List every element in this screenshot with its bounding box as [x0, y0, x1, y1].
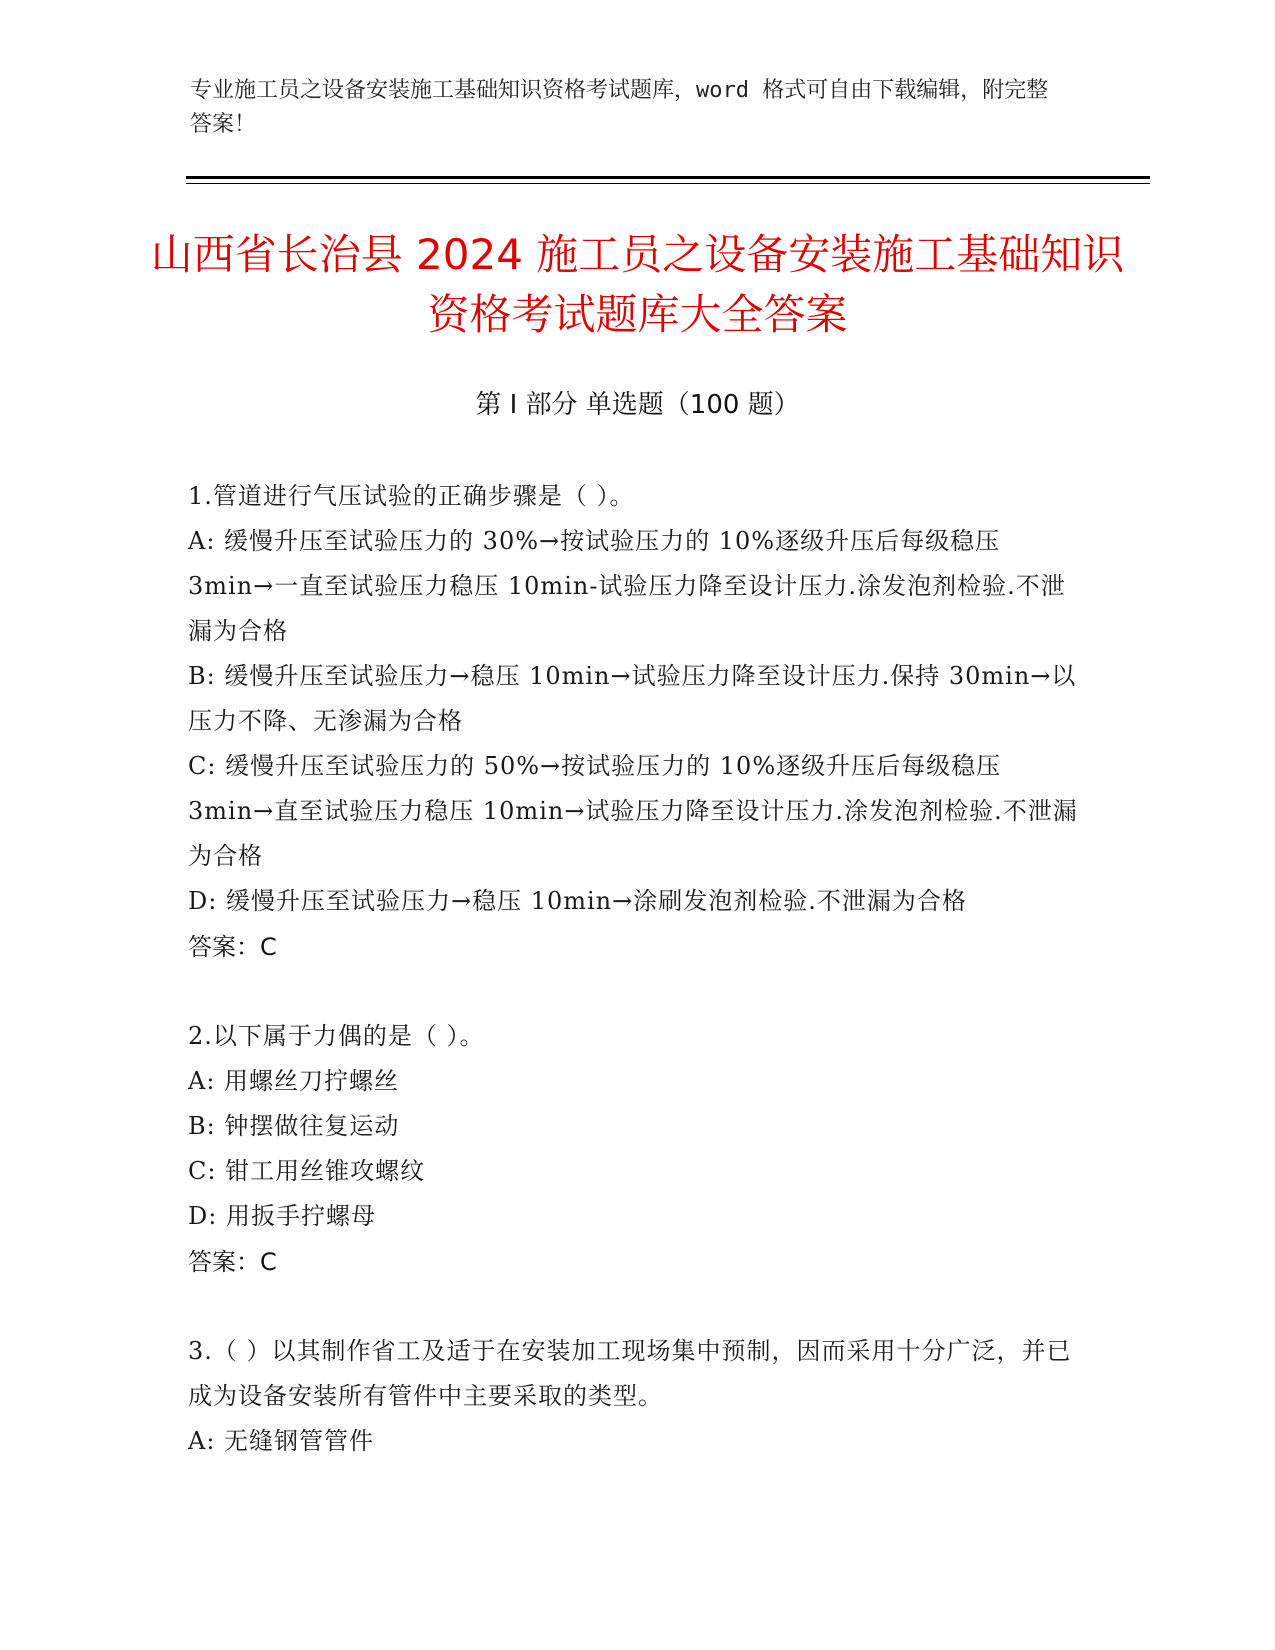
option-b: B: 缓慢升压至试验压力→稳压 10min→试验压力降至设计压力.保持 30min→以压力不降、无渗漏为合格 [188, 662, 1077, 735]
question-3 [188, 1329, 1088, 1464]
header-divider-thick [186, 176, 1150, 179]
section-heading: 第 I 部分 单选题（100 题） [475, 390, 800, 420]
option-d: D: 缓慢升压至试验压力→稳压 10min→涂刷发泡剂检验.不泄漏为合格 [188, 887, 967, 915]
option-c: C: 缓慢升压至试验压力的 50%→按试验压力的 10%逐级升压后每级稳压 3min→直至试验压力稳压 10min→试验压力降至设计压力.涂发泡剂检验.不泄漏为合格 [188, 752, 1078, 870]
answer: 答案：C [188, 1248, 277, 1276]
option-b: B: 钟摆做往复运动 [188, 1112, 400, 1140]
question-1 [188, 474, 1088, 970]
option-c: C: 钳工用丝锥攻螺纹 [188, 1157, 426, 1185]
question-stem: 2.以下属于力偶的是（ ）。 [188, 1022, 485, 1050]
question-list [188, 474, 1088, 1508]
question-2 [188, 1014, 1088, 1285]
document-title: 山西省长治县 2024 施工员之设备安装施工基础知识资格考试题库大全答案 [150, 230, 1125, 339]
header-note: 专业施工员之设备安装施工基础知识资格考试题库，word 格式可自由下载编辑，附完整答案！ [190, 78, 1049, 137]
answer: 答案：C [188, 933, 277, 961]
question-stem: 3.（ ）以其制作省工及适于在安装加工现场集中预制，因而采用十分广泛，并已成为设备安装所有管件中主要采取的类型。 [188, 1337, 1072, 1410]
option-a: A: 无缝钢管管件 [188, 1427, 375, 1455]
option-a: A: 用螺丝刀拧螺丝 [188, 1067, 400, 1095]
question-stem: 1.管道进行气压试验的正确步骤是（ ）。 [188, 482, 635, 510]
header-divider-thin [186, 183, 1150, 184]
option-a: A: 缓慢升压至试验压力的 30%→按试验压力的 10%逐级升压后每级稳压 3min→一直至试验压力稳压 10min-试验压力降至设计压力.涂发泡剂检验.不泄漏为合格 [188, 527, 1066, 645]
option-d: D: 用扳手拧螺母 [188, 1202, 376, 1230]
